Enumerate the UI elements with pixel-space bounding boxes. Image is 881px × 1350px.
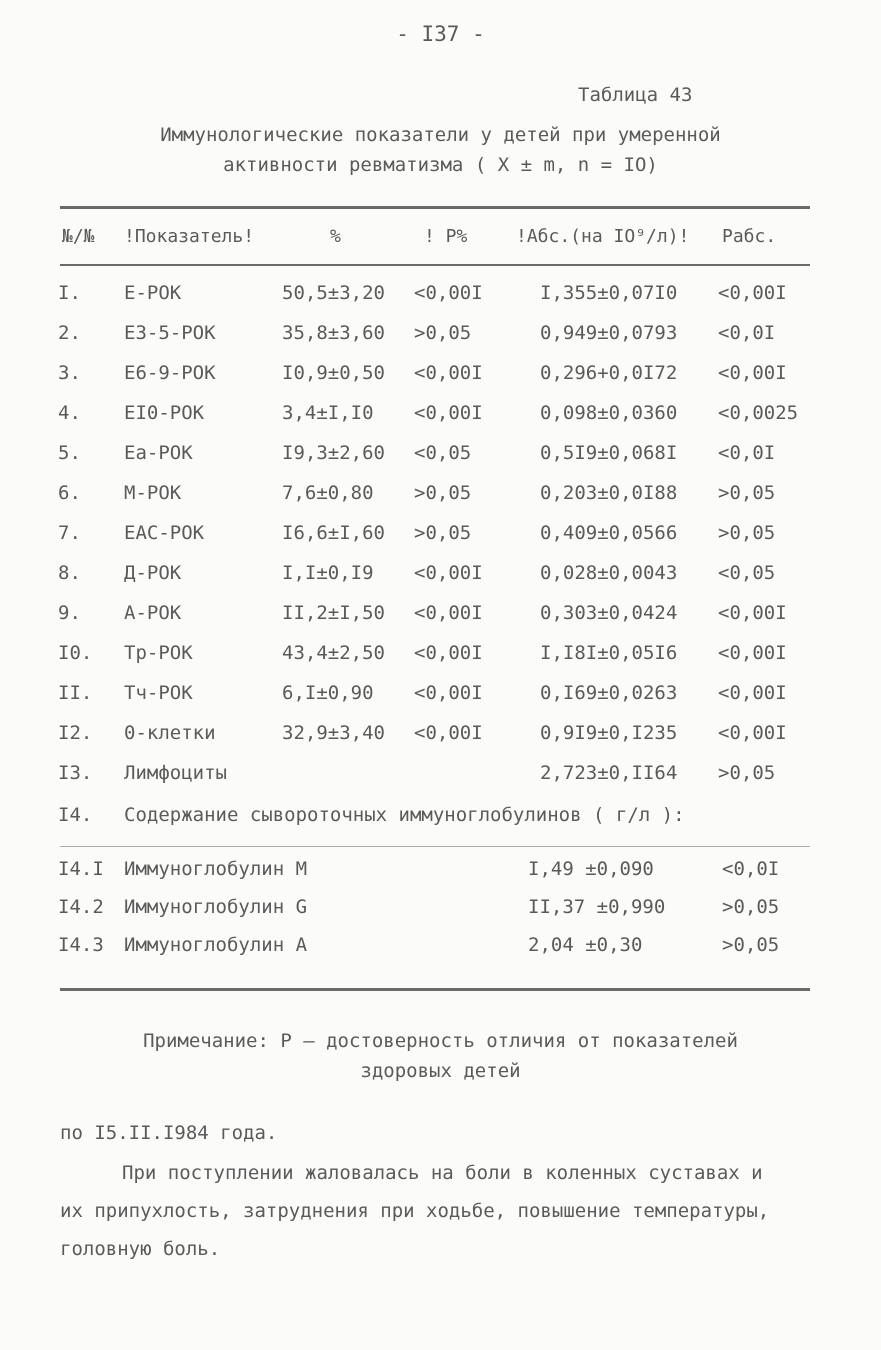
subrow-number: I4.2 [58,896,104,918]
table-caption-line2: активности ревматизма ( X ± m, n = IO) [223,154,658,176]
row-percent: I,I±0,I9 [282,562,374,584]
row-p-percent: <0,00I [414,602,483,624]
row-absolute: 2,723±0,II64 [540,762,678,784]
table-row-14 [0,804,881,834]
subrow-p-absolute: <0,0I [722,858,780,880]
table-row [0,762,881,792]
row-number: 8. [58,562,81,584]
row-indicator: Tч-РОК [124,682,193,704]
row14-num: I4. [58,804,93,826]
table-caption-line1: Иммунологические показатели у детей при умеренной [160,124,721,146]
row-p-absolute: <0,00I [718,362,787,384]
subrow-p-absolute: >0,05 [722,934,780,956]
row-p-absolute: <0,0I [718,442,776,464]
row-p-absolute: <0,0025 [718,402,799,424]
header-rule [60,264,810,266]
row-p-percent: <0,05 [414,442,472,464]
row-absolute: I,I8I±0,05I6 [540,642,678,664]
row-indicator: A-РОК [124,602,182,624]
row-p-absolute: <0,00I [718,602,787,624]
header-pct: % [330,226,341,247]
body-line4: головную боль. [60,1238,221,1260]
row-p-absolute: >0,05 [718,762,776,784]
row-absolute: 0,296+0,0I72 [540,362,678,384]
row-indicator: E6-9-РОК [124,362,216,384]
subrow-absolute: I,49 ±0,090 [528,858,654,880]
row-p-percent: <0,00I [414,282,483,304]
row-number: 3. [58,362,81,384]
row-indicator: Ea-РОК [124,442,193,464]
row-indicator: Tp-РОК [124,642,193,664]
subrow-number: I4.I [58,858,104,880]
row-p-absolute: <0,00I [718,722,787,744]
row-p-absolute: >0,05 [718,482,776,504]
note-line1: Примечание: P – достоверность отличия от показателей [143,1030,738,1052]
table-row [0,282,881,312]
row14-text: Содержание сывороточных иммуноглобулинов ( г/л ): [124,804,685,826]
row-number: 9. [58,602,81,624]
table-row [0,682,881,712]
table-label: Таблица 43 [578,84,693,106]
subrow-absolute: 2,04 ±0,30 [528,934,643,956]
table-row [0,482,881,512]
header-abs: !Абс.(на IO⁹/л)! [516,226,690,247]
row-number: II. [58,682,93,704]
row-p-percent: <0,00I [414,642,483,664]
row-p-percent: >0,05 [414,322,472,344]
row-percent: 7,6±0,80 [282,482,374,504]
row-p-absolute: <0,0I [718,322,776,344]
subrow-indicator: Иммуноглобулин М [124,858,308,880]
row-indicator: E-РОК [124,282,182,304]
table-subrow [0,934,881,964]
page-number: - I37 - [396,22,485,46]
table-subrow [0,858,881,888]
row14-rule [60,846,810,847]
row-absolute: 0,028±0,0043 [540,562,678,584]
row-percent: 6,I±0,90 [282,682,374,704]
subrow-indicator: Иммуноглобулин G [124,896,308,918]
row-p-absolute: <0,00I [718,282,787,304]
row-number: 2. [58,322,81,344]
table-subrow [0,896,881,926]
row-indicator: 0-клетки [124,722,216,744]
table-row [0,442,881,472]
row-number: I. [58,282,81,304]
table-row [0,402,881,432]
header-num: №/№ [62,226,95,247]
table-row [0,362,881,392]
table-row [0,602,881,632]
note-line2: здоровых детей [360,1060,521,1082]
body-line1: по I5.II.I984 года. [60,1122,278,1144]
row-percent: I0,9±0,50 [282,362,385,384]
row-number: 7. [58,522,81,544]
row-absolute: 0,9I9±0,I235 [540,722,678,744]
row-p-percent: <0,00I [414,562,483,584]
row-indicator: EI0-РОК [124,402,205,424]
row-p-absolute: <0,05 [718,562,776,584]
row-p-percent: <0,00I [414,722,483,744]
row-p-absolute: >0,05 [718,522,776,544]
row-percent: I6,6±I,60 [282,522,385,544]
row-p-percent: <0,00I [414,362,483,384]
row-indicator: E3-5-РОК [124,322,216,344]
header-p-pct: ! P% [424,226,468,247]
row-percent: 43,4±2,50 [282,642,385,664]
table-row [0,522,881,552]
body-line3: их припухлость, затруднения при ходьбе, повышение температуры, [60,1200,770,1222]
row-indicator: EAC-РОК [124,522,205,544]
bottom-rule [60,988,810,991]
row-number: 6. [58,482,81,504]
table-row [0,322,881,352]
row-absolute: 0,I69±0,0263 [540,682,678,704]
row-indicator: М-РОК [124,482,182,504]
row-number: I3. [58,762,93,784]
row-absolute: 0,303±0,0424 [540,602,678,624]
row-indicator: Лимфоциты [124,762,227,784]
row-percent: 32,9±3,40 [282,722,385,744]
row-absolute: 0,409±0,0566 [540,522,678,544]
row-p-percent: <0,00I [414,402,483,424]
body-line2: При поступлении жаловалась на боли в коленных суставах и [122,1162,763,1184]
row-absolute: 0,203±0,0I88 [540,482,678,504]
row-p-percent: <0,00I [414,682,483,704]
top-rule [60,206,810,209]
row-number: 5. [58,442,81,464]
row-number: I0. [58,642,93,664]
row-p-percent: >0,05 [414,482,472,504]
row-absolute: 0,098±0,0360 [540,402,678,424]
row-number: 4. [58,402,81,424]
row-indicator: Д-РОК [124,562,182,584]
table-row [0,722,881,752]
row-percent: 35,8±3,60 [282,322,385,344]
row-p-percent: >0,05 [414,522,472,544]
subrow-p-absolute: >0,05 [722,896,780,918]
row-percent: I9,3±2,60 [282,442,385,464]
row-absolute: I,355±0,07I0 [540,282,678,304]
table-row [0,642,881,672]
row-p-absolute: <0,00I [718,642,787,664]
header-p-abs: Pабс. [722,226,777,247]
row-percent: 50,5±3,20 [282,282,385,304]
row-number: I2. [58,722,93,744]
subrow-indicator: Иммуноглобулин А [124,934,308,956]
row-p-absolute: <0,00I [718,682,787,704]
header-name: !Показатель! [124,226,255,247]
row-percent: II,2±I,50 [282,602,385,624]
table-row [0,562,881,592]
row-percent: 3,4±I,I0 [282,402,374,424]
subrow-number: I4.3 [58,934,104,956]
row-absolute: 0,949±0,0793 [540,322,678,344]
subrow-absolute: II,37 ±0,990 [528,896,666,918]
row-absolute: 0,5I9±0,068I [540,442,678,464]
